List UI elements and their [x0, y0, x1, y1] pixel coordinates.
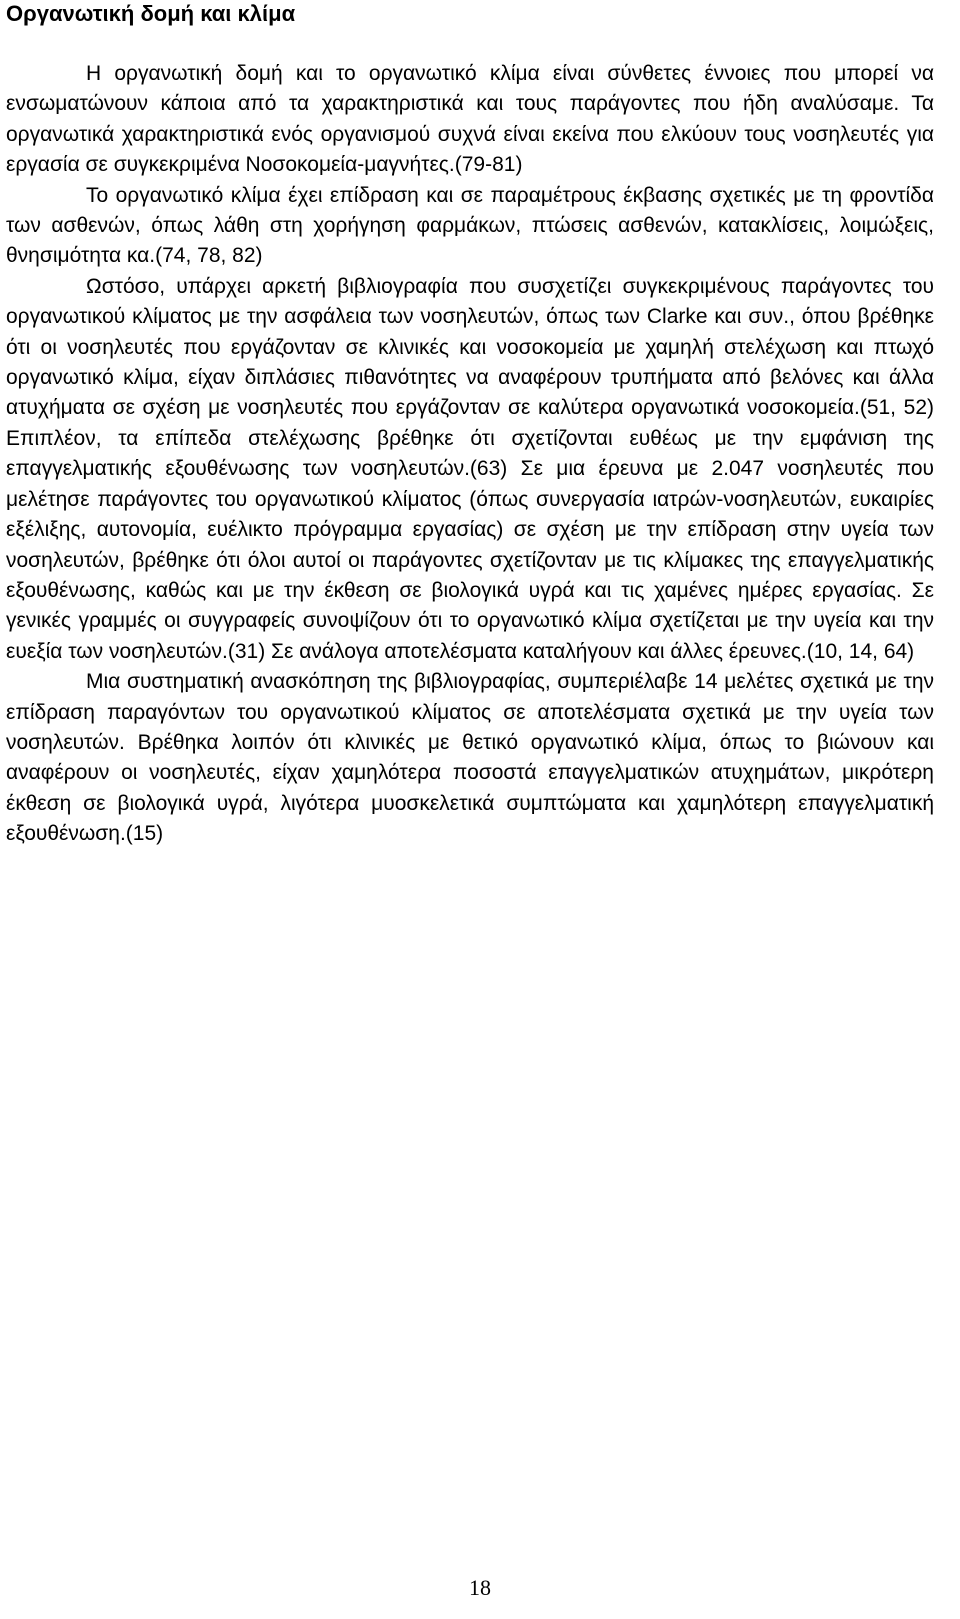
page-number: 18	[469, 1575, 491, 1600]
section-heading: Οργανωτική δομή και κλίμα	[6, 1, 296, 26]
paragraph: Το οργανωτικό κλίμα έχει επίδραση και σε παραμέτρους έκβασης σχετικές με τη φροντίδα των ασθενών, όπως λάθη στη χορήγηση φαρμάκων, πτώσεις ασθενών, κατακλίσεις, λοιμώξεις, θνησιμότητα κα.(74, 78, 82)	[6, 183, 934, 268]
paragraph: Η οργανωτική δομή και το οργανωτικό κλίμα είναι σύνθετες έννοιες που μπορεί να ενσωματώνουν κάποια από τα χαρακτηριστικά και τους παράγοντες που ήδη αναλύσαμε. Τα οργανωτικά χαρακτηριστικά ενός οργανισμού συχνά είναι εκείνα που ελκύουν τους νοσηλευτές για εργασία σε συγκεκριμένα Νοσοκομεία-μαγνήτες.(79-81)	[6, 62, 934, 177]
body-text	[6, 59, 934, 850]
document-page	[6, 0, 934, 850]
paragraph: Ωστόσο, υπάρχει αρκετή βιβλιογραφία που συσχετίζει συγκεκριμένους παράγοντες του οργανωτικού κλίματος με την ασφάλεια των νοσηλευτών, όπως των Clarke και συν., όπου βρέθηκε ότι οι νοσηλευτές που εργάζονταν σε κλινικές και νοσοκομεία με χαμηλή στελέχωση και πτωχό οργανωτικό κλίμα, είχαν διπλάσιες πιθανότητες να αναφέρουν τρυπήματα από βελόνες και άλλα ατυχήματα σε σχέση με νοσηλευτές που εργάζονταν σε καλύτερα οργανωτικά νοσοκομεία.(51, 52) Επιπλέον, τα επίπεδα στελέχωσης βρέθηκε ότι σχετίζονται ευθέως με την εμφάνιση της επαγγελματικής εξουθένωσης των νοσηλευτών.(63) Σε μια έρευνα με 2.047 νοσηλευτές που μελέτησε παράγοντες του οργανωτικού κλίματος (όπως συνεργασία ιατρών-νοσηλευτών, ευκαιρίες εξέλιξης, αυτονομία, ευέλικτο πρόγραμμα εργασίας) σε σχέση με την επίδραση στην υγεία των νοσηλευτών, βρέθηκε ότι όλοι αυτοί οι παράγοντες σχετίζονταν με τις κλίμακες της επαγγελματικής εξουθένωσης, καθώς και με την έκθεση σε βιολογικά υγρά και τις χαμένες ημέρες εργασίας. Σε γενικές γραμμές οι συγγραφείς συνοψίζουν ότι το οργανωτικό κλίμα σχετίζεται με την υγεία και την ευεξία των νοσηλευτών.(31) Σε ανάλογα αποτελέσματα καταλήγουν και άλλες έρευνες.(10, 14, 64)	[6, 274, 934, 663]
paragraph: Μια συστηματική ανασκόπηση της βιβλιογραφίας, συμπεριέλαβε 14 μελέτες σχετικά με την επίδραση παραγόντων του οργανωτικού κλίματος σε αποτελέσματα σχετικά με την υγεία των νοσηλευτών. Βρέθηκα λοιπόν ότι κλινικές με θετικό οργανωτικό κλίμα, όπως το βιώνουν και αναφέρουν οι νοσηλευτές, είχαν χαμηλότερα ποσοστά επαγγελματικών ατυχημάτων, μικρότερη έκθεση σε βιολογικά υγρά, λιγότερα μυοσκελετικά συμπτώματα και χαμηλότερη επαγγελματική εξουθένωση.(15)	[6, 670, 934, 846]
